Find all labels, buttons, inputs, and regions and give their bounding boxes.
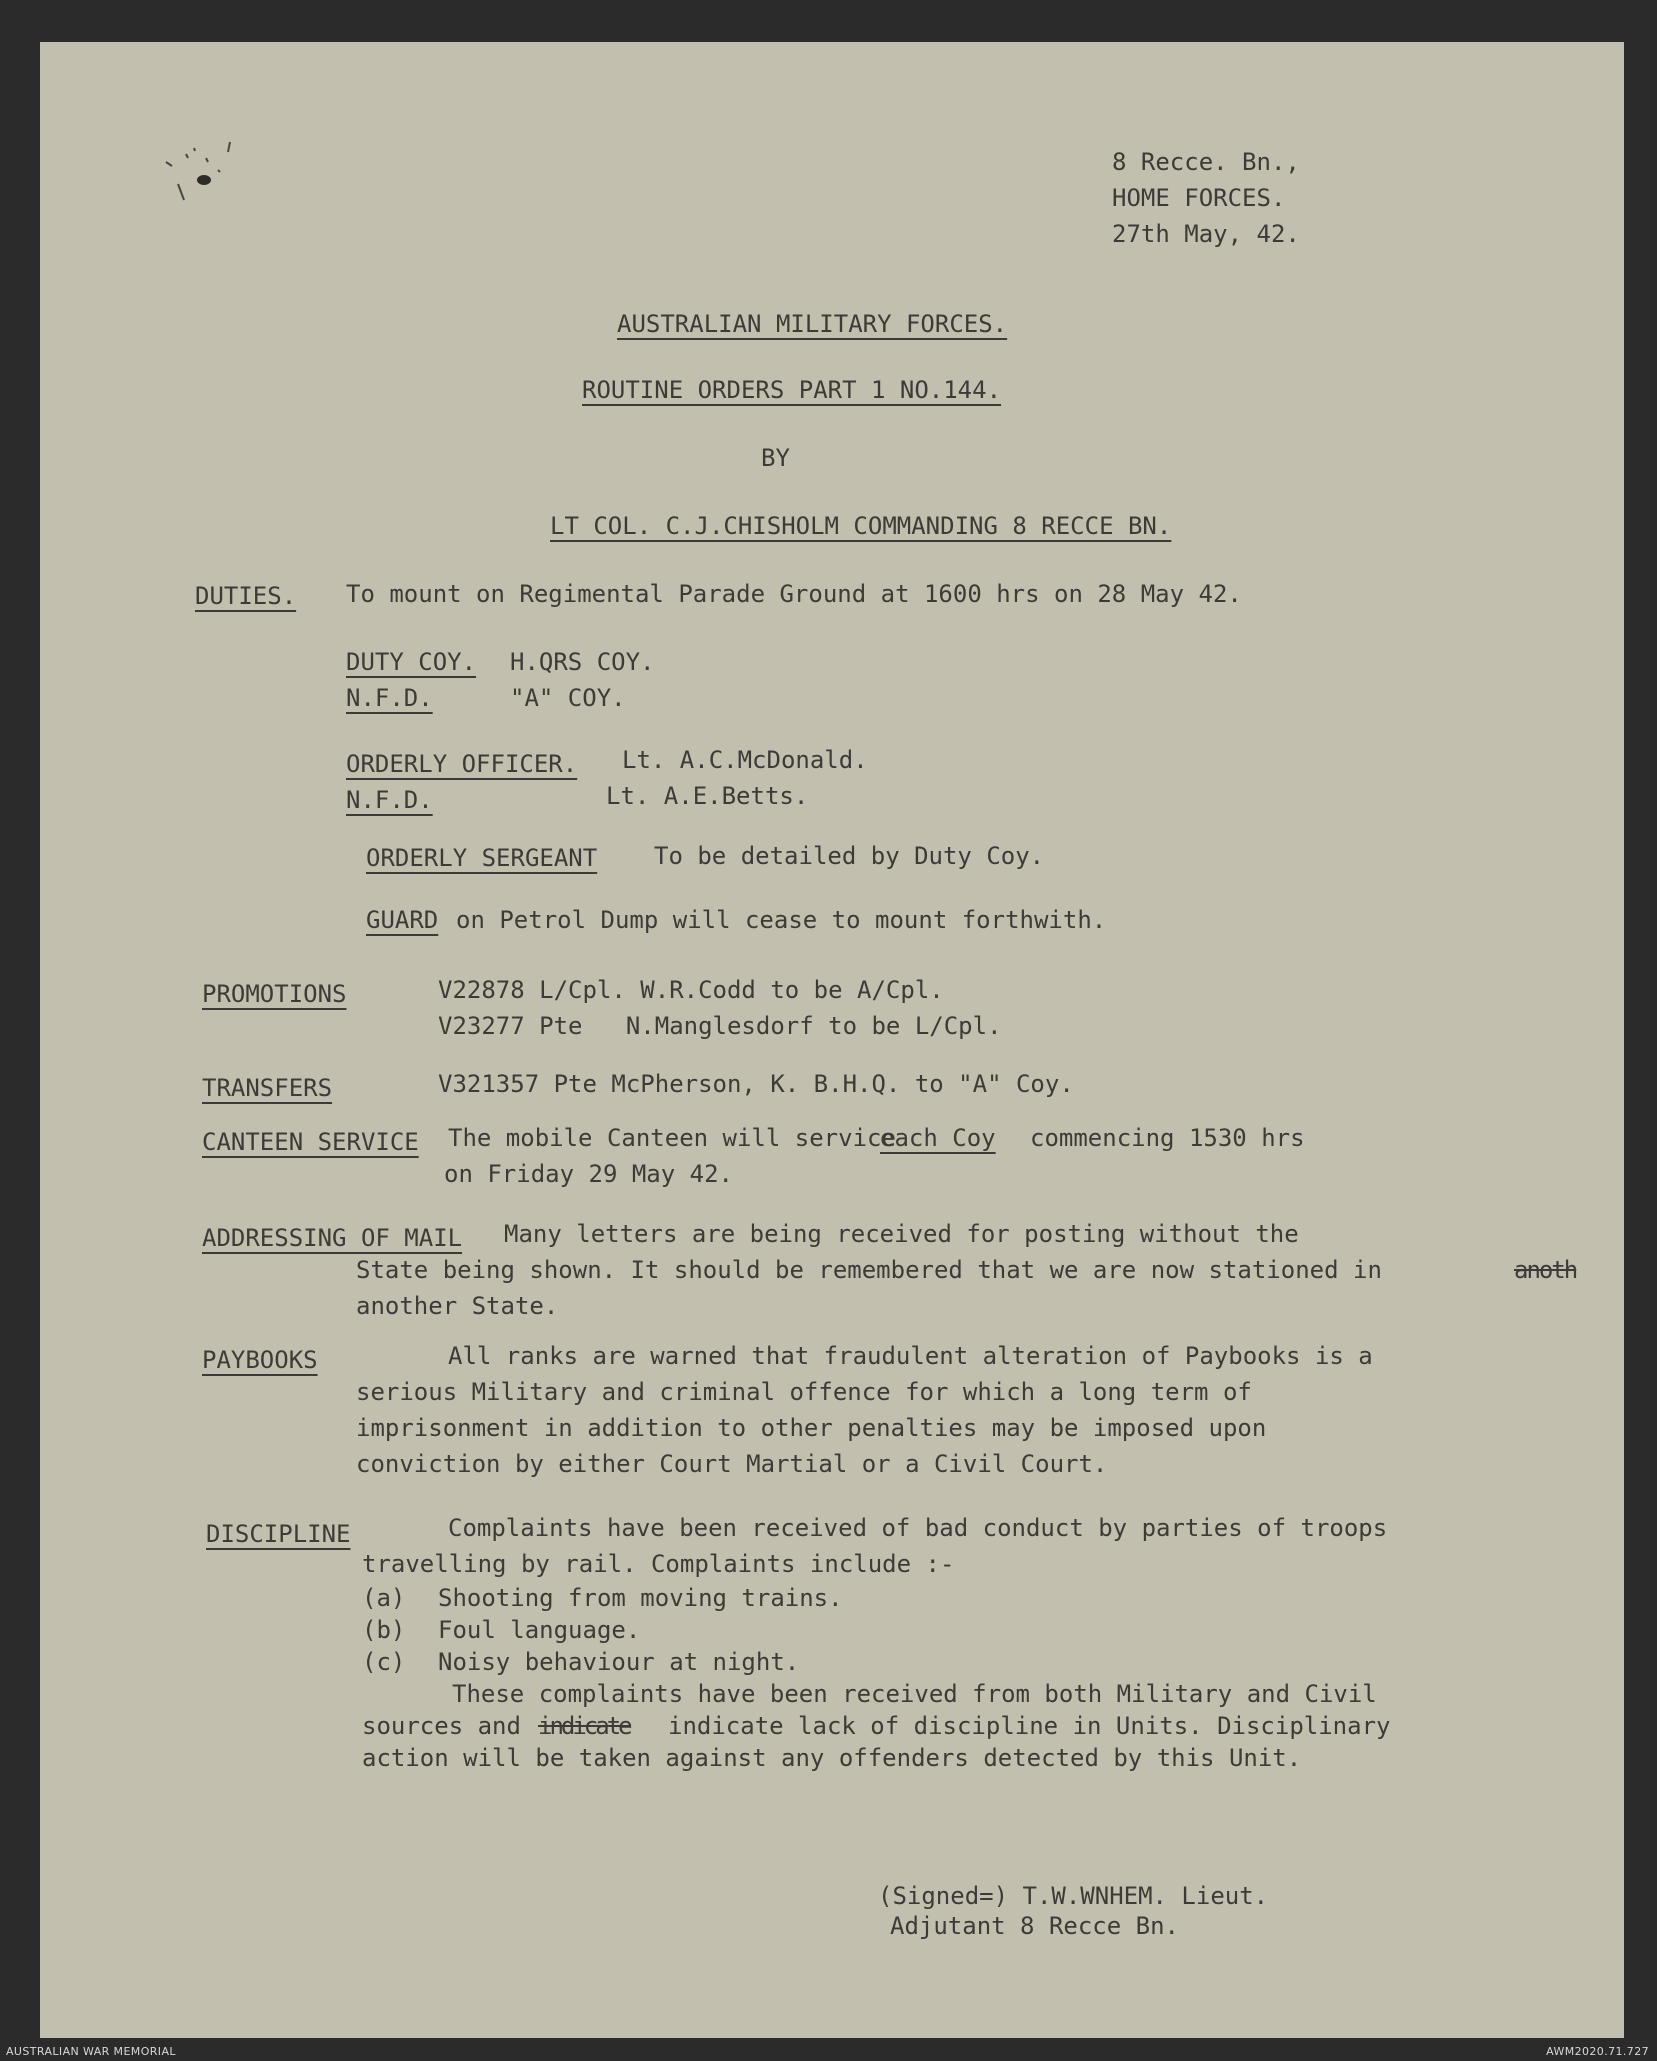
mail-heading: ADDRESSING OF MAIL [202,1224,463,1252]
discipline-item-text: Shooting from moving trains. [438,1584,843,1612]
promotion-line-2: V23277 Pte N.Manglesdorf to be L/Cpl. [438,1012,1002,1040]
header-forces: HOME FORCES. [1112,184,1286,212]
orderly-sergeant-value: To be detailed by Duty Coy. [654,842,1045,870]
canteen-text-each-coy: each Coy [880,1124,996,1152]
header-date: 27th May, 42. [1112,220,1300,248]
discipline-line-2: travelling by rail. Complaints include :- [362,1550,955,1578]
header-unit: 8 Recce. Bn., [1112,148,1300,176]
promotions-heading: PROMOTIONS [202,980,347,1008]
mail-text-3: another State. [356,1292,559,1320]
mail-text-2: State being shown. It should be remembered that we are now stationed in [356,1256,1382,1284]
ink-marks [164,140,236,210]
canteen-heading: CANTEEN SERVICE [202,1128,419,1156]
canteen-text-a: The mobile Canteen will service [448,1124,896,1152]
transfer-line-1: V321357 Pte McPherson, K. B.H.Q. to "A" Coy. [438,1070,1074,1098]
canteen-text-c: commencing 1530 hrs [1030,1124,1305,1152]
duty-coy-label: DUTY COY. [346,648,477,676]
paybooks-line-2: serious Military and criminal offence for which a long term of [356,1378,1252,1406]
footer-accession-number: AWM2020.71.727 [1546,2045,1649,2058]
discipline-line-4b: indicate lack of discipline in Units. Disciplinary [668,1712,1391,1740]
guard-label: GUARD [366,906,439,934]
nfd-coy-value: "A" COY. [510,684,626,712]
promotion-line-1: V22878 L/Cpl. W.R.Codd to be A/Cpl. [438,976,944,1004]
discipline-item-marker: (b) [362,1616,406,1644]
guard-text: on Petrol Dump will cease to mount forthwith. [456,906,1107,934]
discipline-item-text: Foul language. [438,1616,641,1644]
duties-text: To mount on Regimental Parade Ground at 1600 hrs on 28 May 42. [346,580,1242,608]
mail-text-1: Many letters are being received for posting without the [504,1220,1299,1248]
document-page [40,42,1624,2038]
discipline-item-marker: (a) [362,1584,406,1612]
discipline-strikethrough: indicate [538,1712,630,1740]
title-australian-military-forces: AUSTRALIAN MILITARY FORCES. [617,310,1008,338]
discipline-line-5: action will be taken against any offenders detected by this Unit. [362,1744,1302,1772]
discipline-line-3: These complaints have been received from both Military and Civil [452,1680,1377,1708]
paybooks-line-1: All ranks are warned that fraudulent alteration of Paybooks is a [448,1342,1373,1370]
paybooks-heading: PAYBOOKS [202,1346,318,1374]
footer-institution: AUSTRALIAN WAR MEMORIAL [6,2045,176,2058]
signature-line-2: Adjutant 8 Recce Bn. [890,1912,1179,1940]
discipline-item-text: Noisy behaviour at night. [438,1648,800,1676]
paybooks-line-4: conviction by either Court Martial or a Civil Court. [356,1450,1108,1478]
duties-heading: DUTIES. [195,582,297,610]
canteen-line-2: on Friday 29 May 42. [444,1160,733,1188]
orderly-officer-label: ORDERLY OFFICER. [346,750,578,778]
title-routine-orders: ROUTINE ORDERS PART 1 NO.144. [582,376,1002,404]
discipline-line-4a: sources and [362,1712,521,1740]
orderly-sergeant-label: ORDERLY SERGEANT [366,844,598,872]
discipline-item-marker: (c) [362,1648,406,1676]
paybooks-line-3: imprisonment in addition to other penalties may be imposed upon [356,1414,1267,1442]
duty-coy-value: H.QRS COY. [510,648,655,676]
title-commanding-officer: LT COL. C.J.CHISHOLM COMMANDING 8 RECCE BN. [550,512,1172,540]
mail-strikethrough: anoth [1514,1256,1577,1284]
title-by: BY [761,444,790,472]
nfd-officer-label: N.F.D. [346,786,433,814]
nfd-coy-label: N.F.D. [346,684,433,712]
discipline-heading: DISCIPLINE [206,1520,351,1548]
transfers-heading: TRANSFERS [202,1074,333,1102]
signature-line-1: (Signed=) T.W.WNHEM. Lieut. [878,1882,1269,1910]
nfd-officer-value: Lt. A.E.Betts. [606,782,809,810]
orderly-officer-value: Lt. A.C.McDonald. [622,746,868,774]
discipline-line-1: Complaints have been received of bad conduct by parties of troops [448,1514,1388,1542]
